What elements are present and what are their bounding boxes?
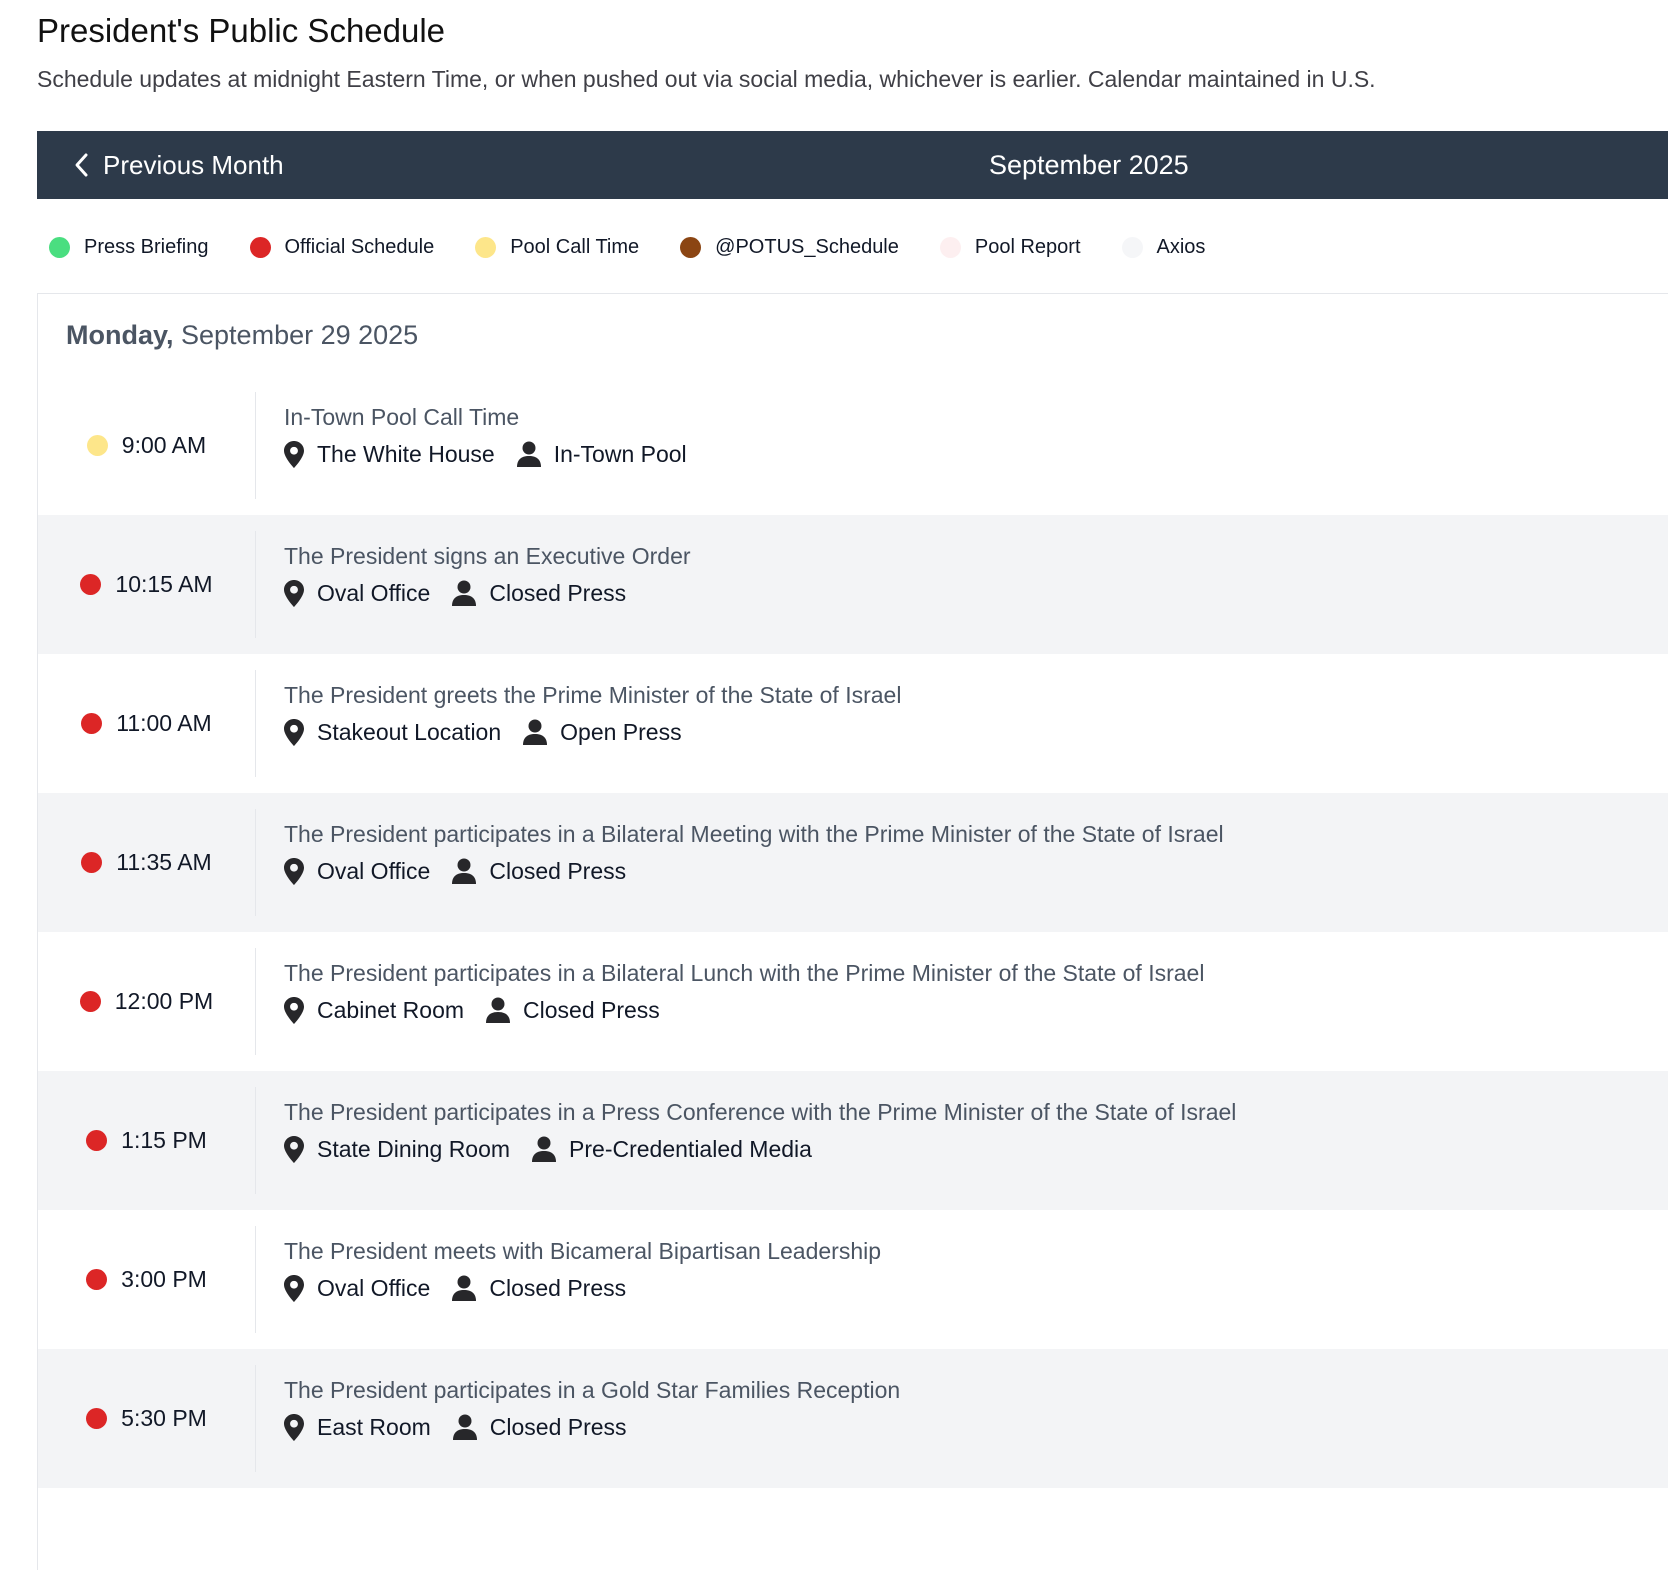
event-title: In-Town Pool Call Time [284, 404, 520, 430]
event-meta [284, 436, 687, 472]
event-meta [284, 1270, 626, 1306]
event-meta [284, 1131, 812, 1167]
event-category-dot [81, 852, 102, 873]
event-location: Oval Office [317, 579, 431, 606]
map-pin-icon [284, 580, 304, 607]
legend-label: Press Briefing [84, 235, 209, 258]
event-time: 5:30 PM [121, 1405, 207, 1431]
map-pin-icon [284, 1136, 304, 1163]
legend-dot [49, 237, 70, 258]
event-meta [284, 575, 626, 611]
legend-label: @POTUS_Schedule [715, 235, 899, 258]
event-row[interactable] [38, 793, 1668, 932]
event-category-dot [80, 574, 101, 595]
legend-item-official-schedule [250, 236, 435, 259]
event-time: 9:00 AM [121, 432, 207, 458]
person-icon [452, 1275, 476, 1301]
event-category-dot [81, 713, 102, 734]
previous-month-button[interactable] [73, 131, 284, 199]
event-category-dot [87, 435, 108, 456]
legend-dot [475, 237, 496, 258]
event-location: Stakeout Location [317, 718, 502, 745]
page-title: President's Public Schedule [37, 12, 446, 49]
map-pin-icon [284, 997, 304, 1024]
event-row[interactable] [38, 1349, 1668, 1488]
legend-item-press-briefing [49, 236, 209, 259]
day-panel [37, 293, 1668, 1570]
event-time: 3:00 PM [121, 1266, 207, 1292]
legend [49, 231, 1246, 263]
event-list [38, 376, 1668, 1488]
event-press: Closed Press [489, 1413, 627, 1440]
event-time-column [38, 793, 255, 932]
previous-month-label: Previous Month [103, 149, 284, 180]
current-month-title: September 2025 [989, 150, 1189, 180]
event-title: The President signs an Executive Order [284, 543, 691, 569]
legend-dot [680, 237, 701, 258]
event-title: The President participates in a Bilateral Lunch with the Prime Minister of the State of Israel [284, 960, 1205, 986]
event-category-dot [86, 1130, 107, 1151]
event-location: Cabinet Room [317, 996, 465, 1023]
event-time-column [38, 1210, 255, 1349]
event-title: The President greets the Prime Minister of the State of Israel [284, 682, 902, 708]
legend-label: Official Schedule [284, 235, 435, 258]
event-meta [284, 1409, 627, 1445]
event-title: The President participates in a Gold Star Families Reception [284, 1377, 901, 1403]
legend-label: Axios [1156, 235, 1206, 258]
day-date: September 29 2025 [181, 320, 419, 350]
event-time-column [38, 1349, 255, 1488]
event-press: Closed Press [489, 1274, 627, 1301]
event-divider [255, 809, 256, 916]
event-divider [255, 948, 256, 1055]
person-icon [532, 1136, 556, 1162]
event-location: East Room [317, 1413, 431, 1440]
legend-item-potus-schedule [680, 236, 899, 259]
event-row[interactable] [38, 376, 1668, 515]
event-time-wrap [86, 1127, 207, 1154]
person-icon [523, 719, 547, 745]
person-icon [517, 441, 541, 467]
event-title: The President meets with Bicameral Bipartisan Leadership [284, 1238, 882, 1264]
legend-dot [250, 237, 271, 258]
map-pin-icon [284, 1275, 304, 1302]
event-divider [255, 531, 256, 638]
month-navigation-bar [37, 131, 1668, 199]
event-location: Oval Office [317, 857, 431, 884]
event-time-wrap [81, 710, 211, 737]
legend-dot [940, 237, 961, 258]
event-time: 10:15 AM [115, 571, 213, 597]
event-divider [255, 670, 256, 777]
event-press: In-Town Pool [553, 440, 687, 467]
event-time-column [38, 1071, 255, 1210]
legend-item-pool-call-time [475, 236, 639, 259]
event-row[interactable] [38, 515, 1668, 654]
event-title: The President participates in a Press Conference with the Prime Minister of the State of Israel [284, 1099, 1237, 1125]
legend-item-axios [1122, 236, 1206, 259]
map-pin-icon [284, 719, 304, 746]
event-location: The White House [317, 440, 495, 467]
legend-item-pool-report [940, 236, 1081, 259]
person-icon [486, 997, 510, 1023]
page-subtitle: Schedule updates at midnight Eastern Time, or when pushed out via social media, whichever is earlier. Calendar maintained in U.S. [37, 66, 1376, 92]
map-pin-icon [284, 858, 304, 885]
day-heading [66, 320, 418, 351]
event-time-column [38, 932, 255, 1071]
event-divider [255, 1087, 256, 1194]
event-time-column [38, 654, 255, 793]
event-press: Closed Press [489, 857, 627, 884]
event-row[interactable] [38, 932, 1668, 1071]
event-location: State Dining Room [317, 1135, 511, 1162]
event-time-column [38, 376, 255, 515]
event-meta [284, 853, 626, 889]
legend-label: Pool Call Time [510, 235, 640, 258]
event-press: Closed Press [489, 579, 627, 606]
event-time-wrap [80, 988, 213, 1015]
chevron-left-icon [73, 152, 89, 178]
event-time: 1:15 PM [121, 1127, 207, 1153]
event-row[interactable] [38, 1071, 1668, 1210]
legend-label: Pool Report [974, 235, 1081, 258]
person-icon [452, 580, 476, 606]
person-icon [453, 1414, 477, 1440]
person-icon [452, 858, 476, 884]
event-time-wrap [80, 571, 212, 598]
event-press: Open Press [560, 718, 682, 745]
event-location: Oval Office [317, 1274, 431, 1301]
event-row[interactable] [38, 654, 1668, 793]
event-time-wrap [86, 1266, 207, 1293]
day-weekday: Monday, [66, 320, 174, 350]
event-category-dot [86, 1269, 107, 1290]
event-category-dot [80, 991, 101, 1012]
map-pin-icon [284, 1414, 304, 1441]
event-time-wrap [81, 849, 211, 876]
event-time-column [38, 515, 255, 654]
event-category-dot [86, 1408, 107, 1429]
event-press: Closed Press [523, 996, 660, 1023]
event-press: Pre-Credentialed Media [569, 1135, 812, 1162]
map-pin-icon [284, 441, 304, 468]
event-divider [255, 1365, 256, 1472]
event-divider [255, 1226, 256, 1333]
event-time: 12:00 PM [114, 988, 214, 1014]
legend-dot [1122, 237, 1143, 258]
event-time-wrap [87, 432, 206, 459]
event-time: 11:35 AM [116, 849, 212, 875]
event-divider [255, 392, 256, 499]
event-title: The President participates in a Bilateral Meeting with the Prime Minister of the State of Israel [284, 821, 1224, 847]
event-row[interactable] [38, 1210, 1668, 1349]
event-meta [284, 992, 660, 1028]
event-time: 11:00 AM [116, 710, 212, 736]
event-time-wrap [86, 1405, 207, 1432]
event-meta [284, 714, 682, 750]
